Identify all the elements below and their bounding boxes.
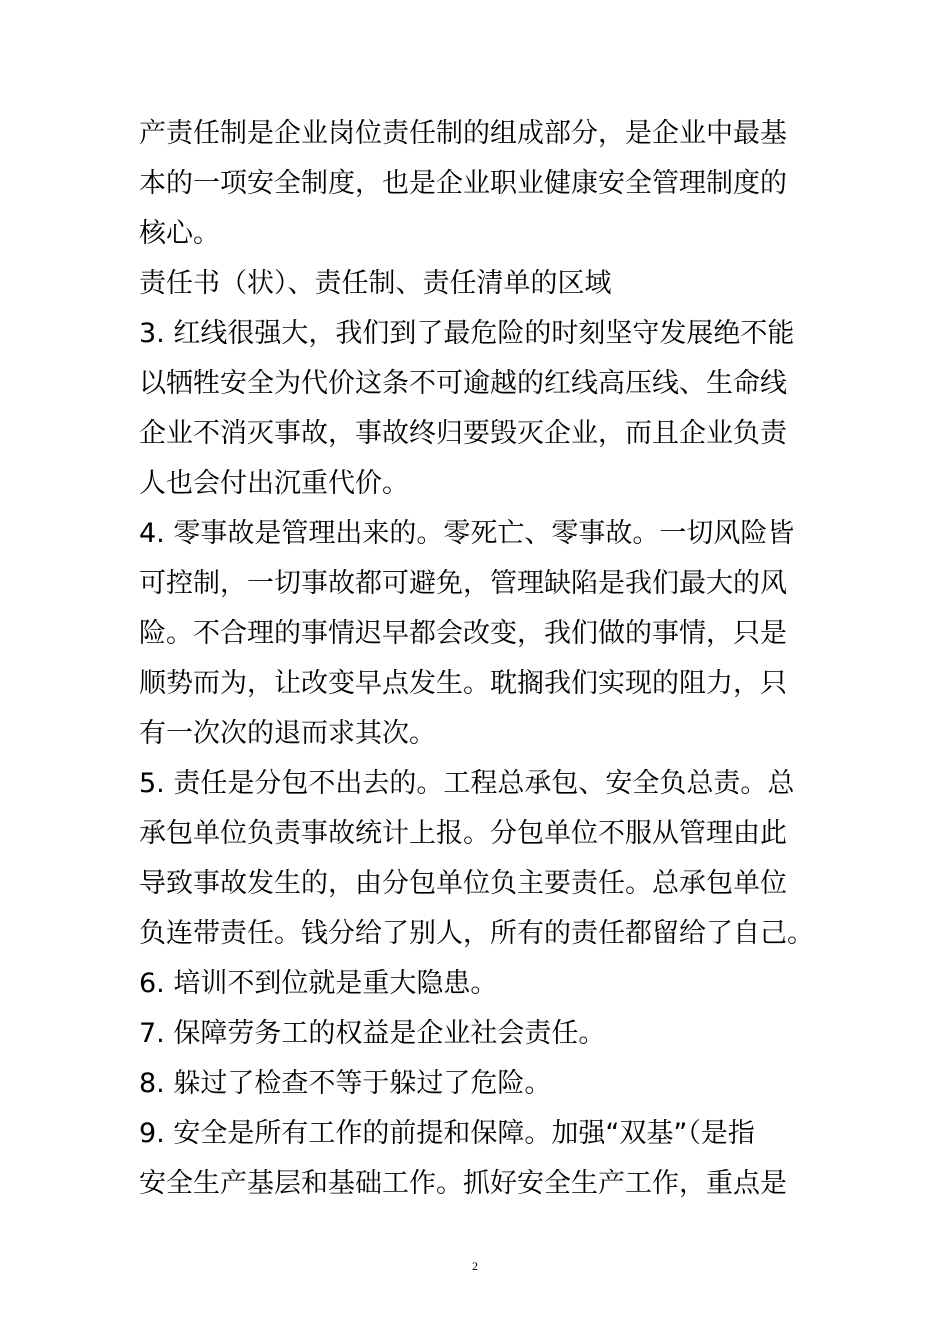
- text-line: 险。不合理的事情迟早都会改变，我们做的事情，只是: [139, 618, 787, 649]
- text-line: 顺势而为，让改变早点发生。耽搁我们实现的阻力，只: [139, 668, 787, 699]
- text-line: 企业不消灭事故，事故终归要毁灭企业，而且企业负责: [139, 418, 787, 449]
- text-line: 产责任制是企业岗位责任制的组成部分，是企业中最基: [139, 118, 787, 149]
- text-line: 3. 红线很强大，我们到了最危险的时刻坚守发展绝不能: [139, 318, 795, 349]
- text-line: 5. 责任是分包不出去的。工程总承包、安全负总责。总: [139, 768, 795, 799]
- text-line: 本的一项安全制度，也是企业职业健康安全管理制度的: [139, 168, 787, 199]
- page-number: 2: [472, 1259, 478, 1273]
- text-line: 责任书（状）、责任制、责任清单的区域: [139, 268, 612, 299]
- text-line: 有一次次的退而求其次。: [139, 718, 436, 749]
- text-line: 7. 保障劳务工的权益是企业社会责任。: [139, 1018, 606, 1049]
- body-text: [139, 109, 829, 1209]
- text-line: 以牺牲安全为代价这条不可逾越的红线高压线、生命线: [139, 368, 787, 399]
- text-line: 可控制，一切事故都可避免，管理缺陷是我们最大的风: [139, 568, 787, 599]
- text-line: 承包单位负责事故统计上报。分包单位不服从管理由此: [139, 818, 787, 849]
- text-line: 人也会付出沉重代价。: [139, 468, 409, 499]
- text-line: 负连带责任。钱分给了别人，所有的责任都留给了自己。: [139, 918, 814, 949]
- text-line: 核心。: [139, 218, 220, 249]
- text-line: 导致事故发生的，由分包单位负主要责任。总承包单位: [139, 868, 787, 899]
- text-line: 8. 躲过了检查不等于躲过了危险。: [139, 1068, 552, 1099]
- text-line: 安全生产基层和基础工作。抓好安全生产工作，重点是: [139, 1168, 787, 1199]
- text-line: 4. 零事故是管理出来的。零死亡、零事故。一切风险皆: [139, 518, 795, 549]
- text-line: 6. 培训不到位就是重大隐患。: [139, 968, 498, 999]
- text-line: 9. 安全是所有工作的前提和保障。加强“双基”（是指: [139, 1118, 755, 1149]
